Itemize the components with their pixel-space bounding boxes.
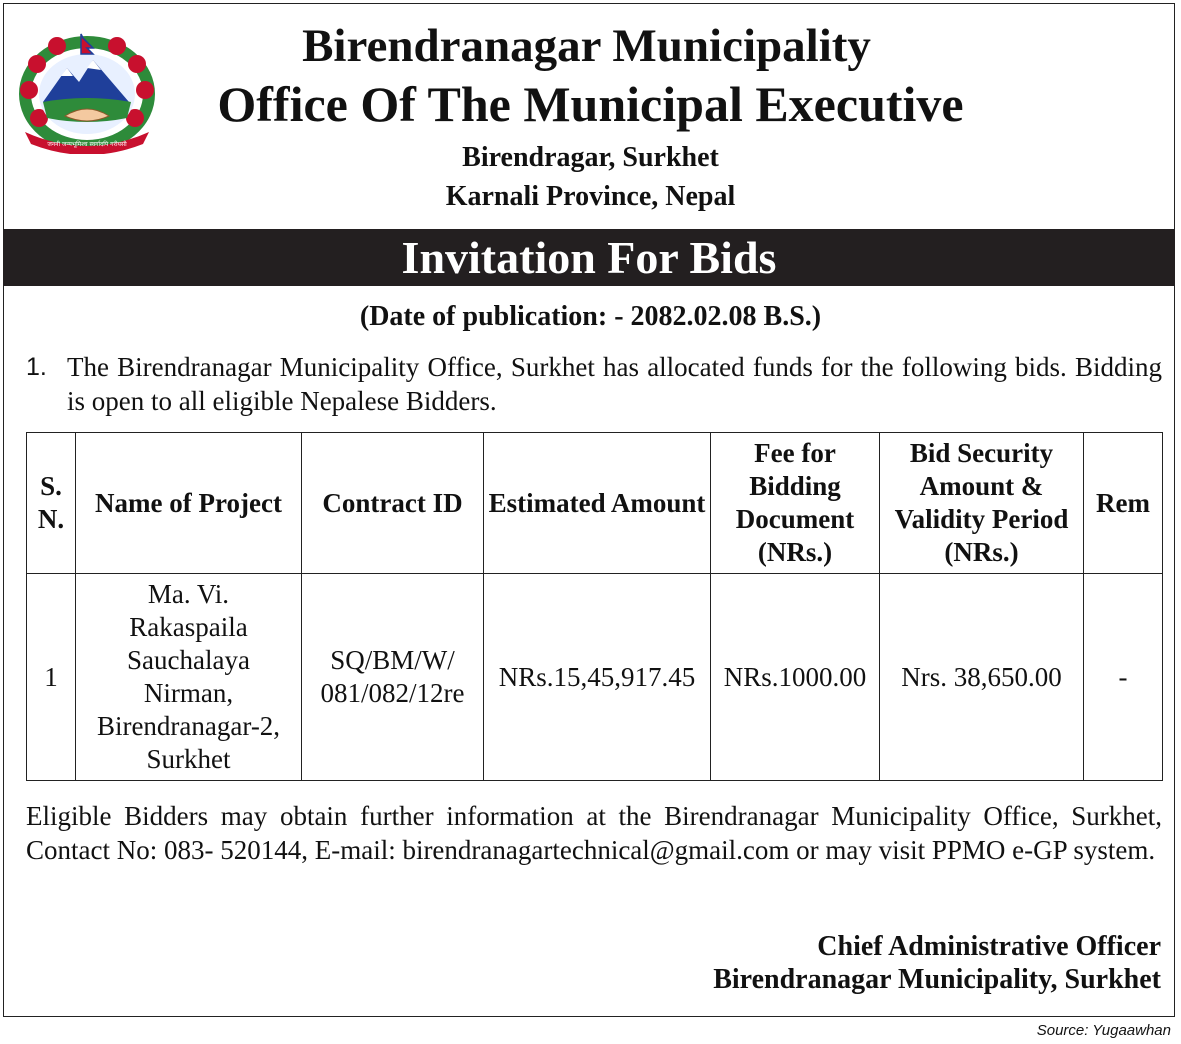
item-number: 1. <box>26 353 47 381</box>
emblem-motto: जननी जन्मभूमिश्च स्वर्गादपि गरीयसी <box>47 141 127 148</box>
header-contract-id: Contract ID <box>302 433 484 574</box>
cell-project: Ma. Vi. Rakaspaila Sauchalaya Nirman, Birendranagar-2, Surkhet <box>76 574 302 781</box>
notice-heading: Invitation For Bids <box>3 229 1175 286</box>
header-sn: S. N. <box>27 433 76 574</box>
address-province: Karnali Province, Nepal <box>445 181 736 212</box>
table-row <box>27 574 1163 781</box>
cell-bid-security: Nrs. 38,650.00 <box>880 574 1084 781</box>
header-estimated-amount: Estimated Amount <box>484 433 711 574</box>
cell-contract-id: SQ/BM/W/ 081/082/12re <box>302 574 484 781</box>
publication-date: (Date of publication: - 2082.02.08 B.S.) <box>359 301 822 332</box>
header-bidding-fee: Fee for Bidding Document (NRs.) <box>711 433 880 574</box>
header-bid-security: Bid Security Amount & Validity Period (NRs.) <box>880 433 1084 574</box>
intro-text: The Birendranagar Municipality Office, Surkhet has allocated funds for the following bids. Bidding is open to all eligible Nepalese Bidders. <box>67 352 1162 416</box>
table-header-row <box>27 433 1163 574</box>
source-credit: Source: Yugaawhan <box>1036 1022 1171 1039</box>
office-name: Office Of The Municipal Executive <box>217 76 964 132</box>
header-project: Name of Project <box>76 433 302 574</box>
address-city: Birendragar, Surkhet <box>462 142 719 173</box>
signatory-title: Chief Administrative Officer <box>817 931 1161 962</box>
intro-paragraph <box>26 350 1162 418</box>
municipality-name: Birendranagar Municipality <box>302 20 871 72</box>
bids-table <box>26 432 1163 781</box>
cell-sn: 1 <box>27 574 76 781</box>
signatory-organization: Birendranagar Municipality, Surkhet <box>713 964 1161 995</box>
contact-paragraph: Eligible Bidders may obtain further information at the Birendranagar Municipality Office, Surkhet, Contact No: 083- 520144, E-mail: birendranagartechnical@gmail.com or may visit PPMO e-GP system. <box>26 801 1162 865</box>
cell-estimated-amount: NRs.15,45,917.45 <box>484 574 711 781</box>
cell-bidding-fee: NRs.1000.00 <box>711 574 880 781</box>
cell-remarks: - <box>1084 574 1163 781</box>
header-remarks: Rem <box>1084 433 1163 574</box>
